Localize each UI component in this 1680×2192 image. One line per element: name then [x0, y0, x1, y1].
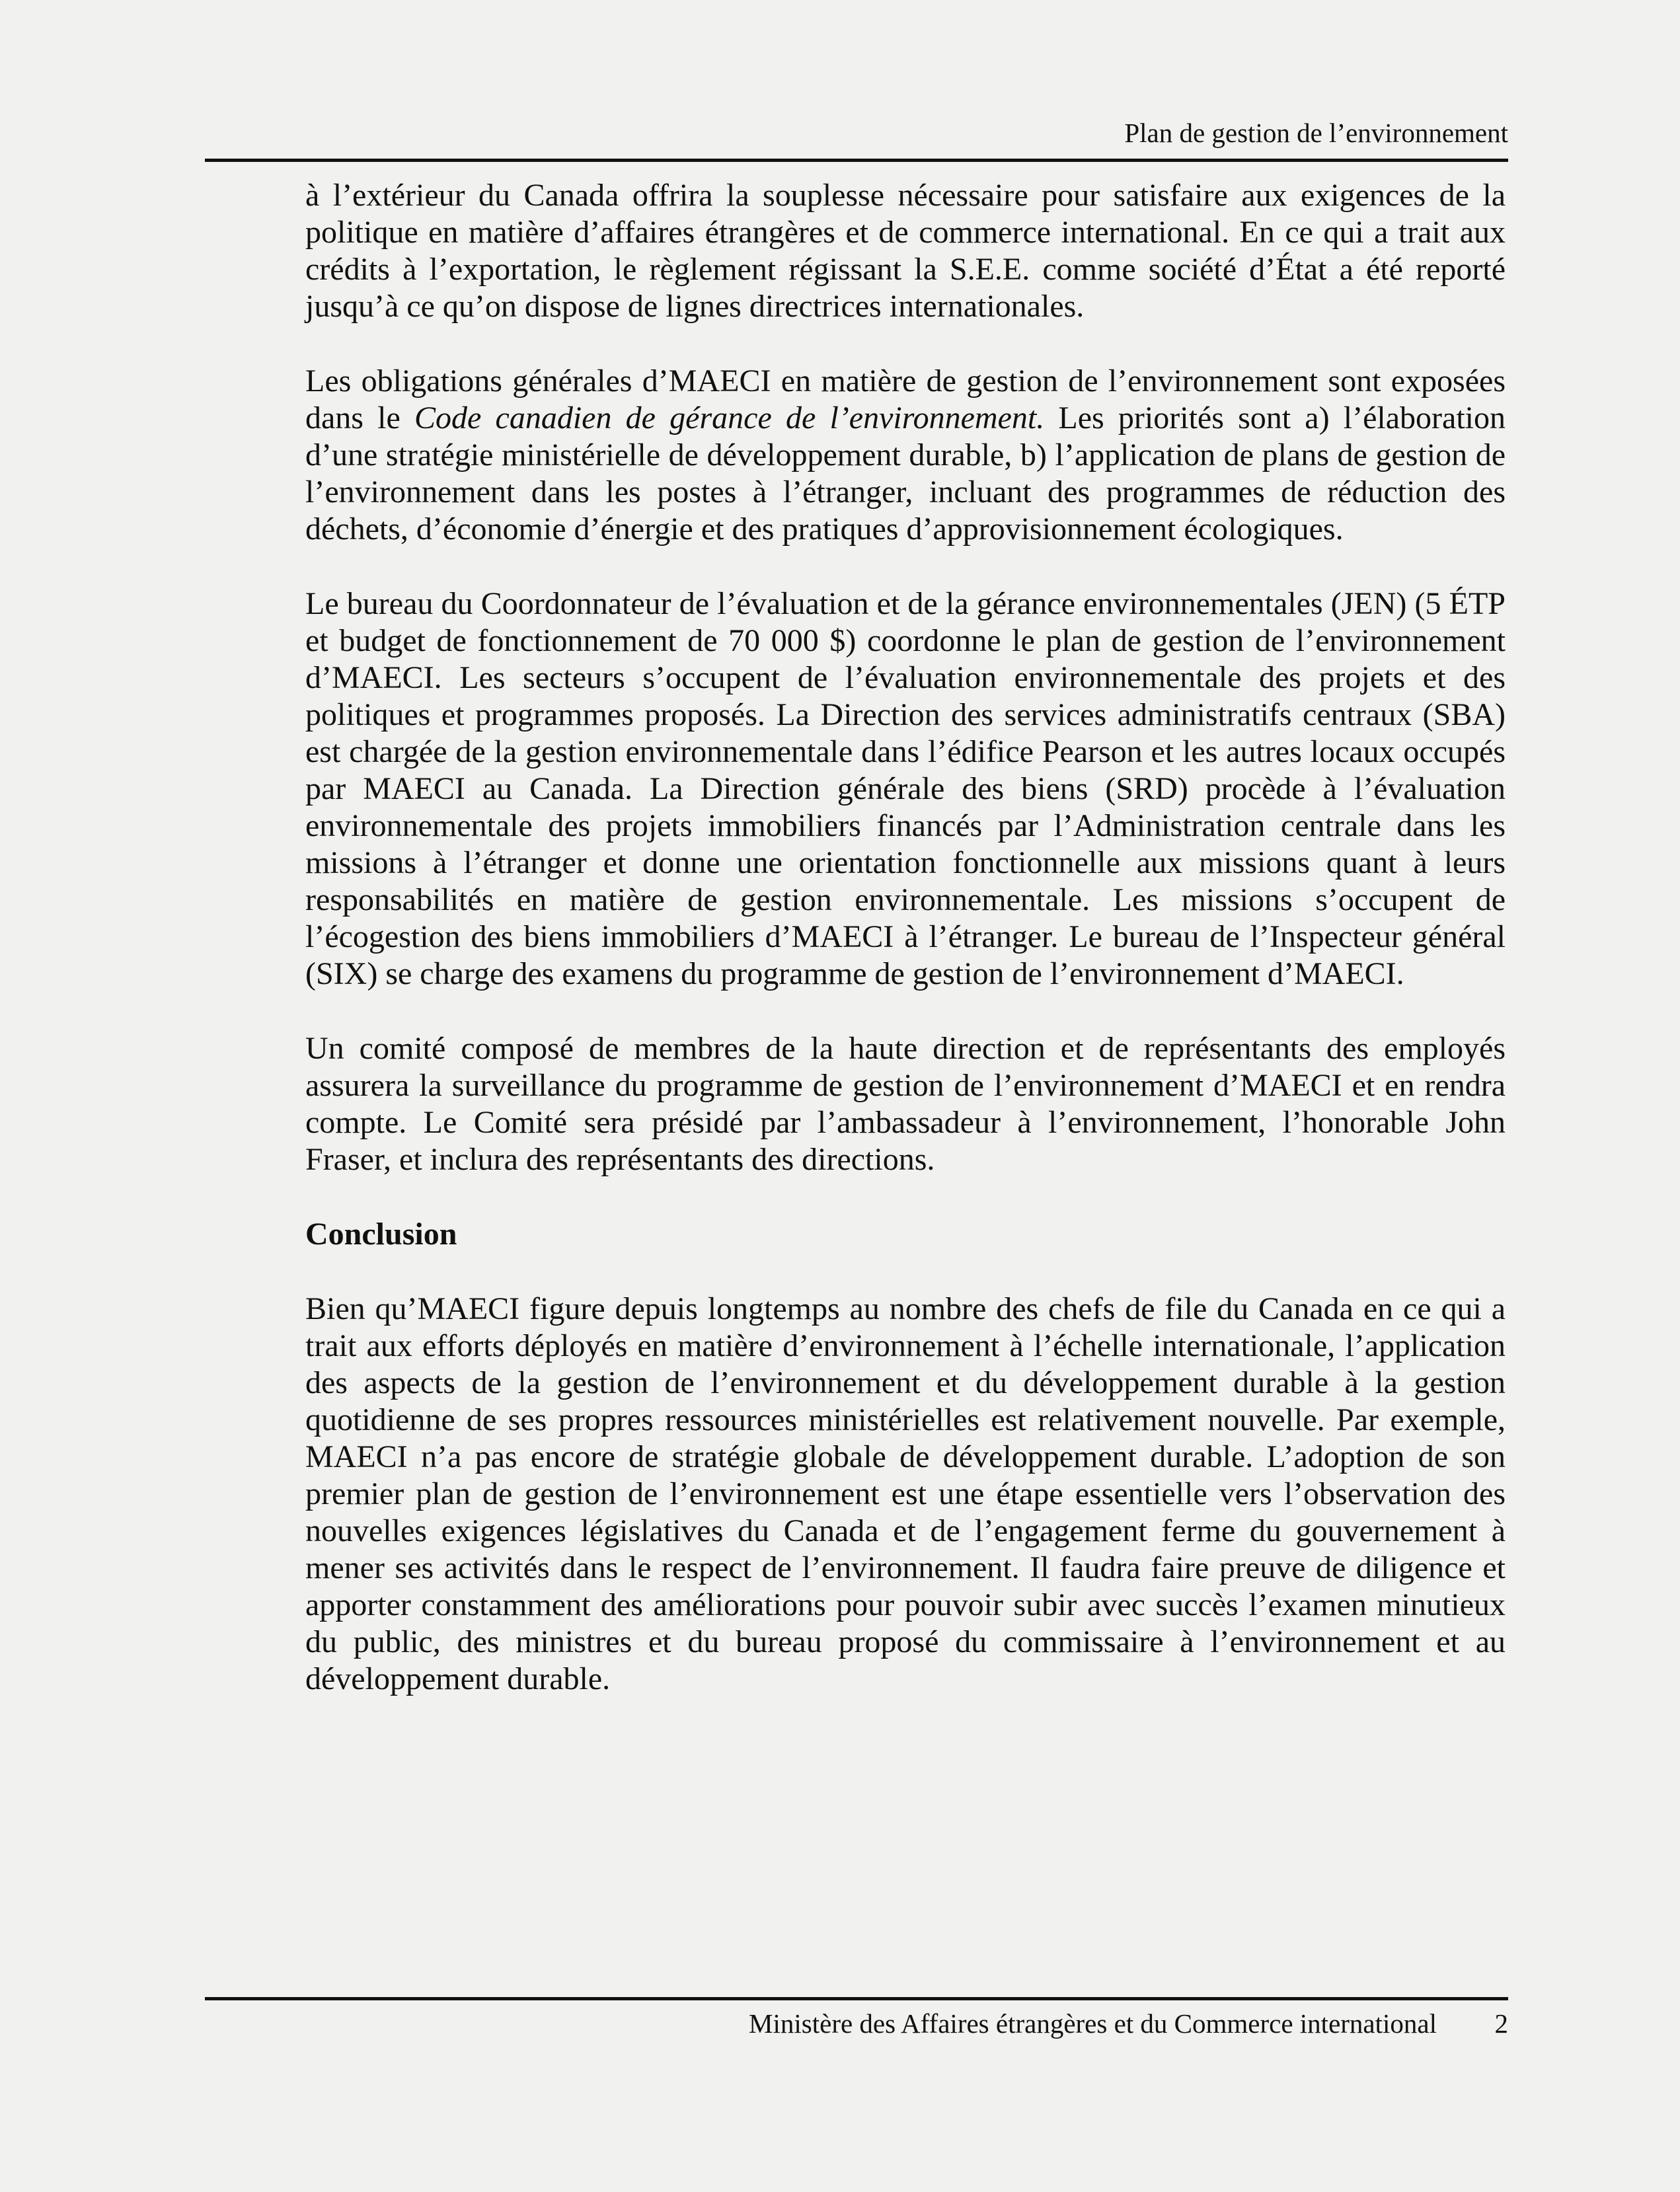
- paragraph-3: Le bureau du Coordonnateur de l’évaluation et de la gérance environnementales (JEN) (5 ÉTP et budget de fonctionnement de 70 000 $) coordonne le plan de gestion de l’environnement d’MAECI. Les secteurs s’occupent de l’évaluation environnementale des projets et des politiques et programmes proposés. La Direction des services administratifs centraux (SBA) est chargée de la gestion environnementale dans l’édifice Pearson et les autres locaux occupés par MAECI au Canada. La Direction générale des biens (SRD) procède à l’évaluation environnementale des projets immobiliers financés par l’Administration centrale dans les missions à l’étranger et donne une orientation fonctionnelle aux missions quant à leurs responsabilités en matière de gestion environnementale. Les missions s’occupent de l’écogestion des biens immobiliers d’MAECI à l’étranger. Le bureau de l’Inspecteur général (SIX) se charge des examens du programme de gestion de l’environnement d’MAECI.: [305, 586, 1506, 991]
- running-header: Plan de gestion de l’environnement: [1124, 118, 1508, 148]
- paragraph-1: à l’extérieur du Canada offrira la souplesse nécessaire pour satisfaire aux exigences de la politique en matière d’affaires étrangères et de commerce international. En ce qui a trait aux crédits à l’exportation, le règlement régissant la S.E.E. comme société d’État a été reporté jusqu’à ce qu’on dispose de lignes directrices internationales.: [305, 178, 1506, 324]
- paragraph-4: Un comité composé de membres de la haute direction et de représentants des employés assurera la surveillance du programme de gestion de l’environnement d’MAECI et en rendra compte. Le Comité sera présidé par l’ambassadeur à l’environnement, l’honorable John Fraser, et inclura des représentants des directions.: [305, 1031, 1506, 1177]
- footer-rule: [205, 1997, 1508, 2000]
- code-title-italic: Code canadien de gérance de l’environnement.: [414, 400, 1045, 435]
- paragraph-2-part-a: Les obligations générales d’MAECI en matière de gestion de l’environnement sont exposées dans le: [305, 363, 1506, 435]
- footer: [205, 2006, 1508, 2041]
- page-number: 2: [1494, 2008, 1508, 2039]
- body-text: [305, 177, 1506, 1735]
- paragraph-2: [305, 363, 1506, 548]
- header-rule: [205, 159, 1508, 162]
- paragraph-2-part-b: Les priorités sont a) l’élaboration d’une stratégie ministérielle de développement durable, b) l’application de plans de gestion de l’environnement dans les postes à l’étranger, incluant des programmes de réduction des déchets, d’économie d’énergie et des pratiques d’approvisionnement écologiques.: [305, 400, 1506, 547]
- paragraph-5: Bien qu’MAECI figure depuis longtemps au nombre des chefs de file du Canada en ce qui a trait aux efforts déployés en matière d’environnement à l’échelle internationale, l’application des aspects de la gestion de l’environnement et du développement durable à la gestion quotidienne de ses propres ressources ministérielles est relativement nouvelle. Par exemple, MAECI n’a pas encore de stratégie globale de développement durable. L’adoption de son premier plan de gestion de l’environnement est une étape essentielle vers l’observation des nouvelles exigences législatives du Canada et de l’engagement ferme du gouvernement à mener ses activités dans le respect de l’environnement. Il faudra faire preuve de diligence et apporter constamment des améliorations pour pouvoir subir avec succès l’examen minutieux du public, des ministres et du bureau proposé du commissaire à l’environnement et au développement durable.: [305, 1291, 1506, 1696]
- section-heading-conclusion: Conclusion: [305, 1217, 457, 1252]
- footer-text: Ministère des Affaires étrangères et du Commerce international: [749, 2008, 1437, 2039]
